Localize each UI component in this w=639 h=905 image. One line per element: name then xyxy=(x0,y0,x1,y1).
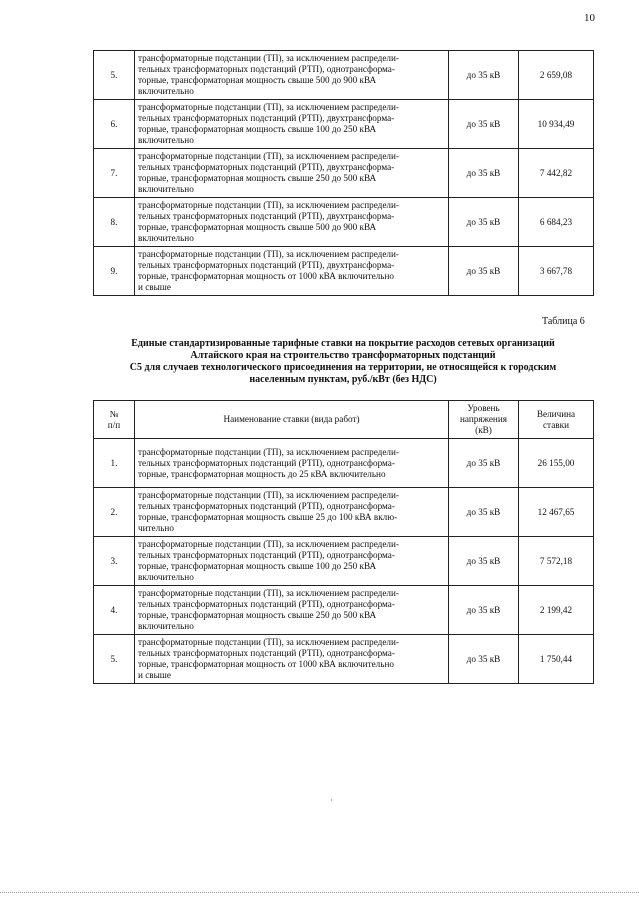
rate-name-line: чительно xyxy=(138,523,174,533)
rate-name xyxy=(135,198,449,247)
header-voltage xyxy=(449,401,519,439)
heading-line: Единые стандартизированные тарифные ставки на покрытие расходов сетевых организаций xyxy=(131,338,555,349)
heading-line: населенным пунктам, руб./кВт (без НДС) xyxy=(249,374,437,385)
rate-name-line: торные, трансформаторная мощность свыше 250 до 500 кВА xyxy=(138,610,377,620)
rate-value: 7 572,18 xyxy=(519,537,594,586)
row-number: 8. xyxy=(94,198,135,247)
voltage-level: до 35 кВ xyxy=(449,198,519,247)
rate-name-line: торные, трансформаторная мощность свыше 500 до 900 кВА xyxy=(138,75,377,85)
header-voltage-line: напряжения xyxy=(460,414,507,424)
rate-name-line: торные, трансформаторная мощность свыше 25 до 100 кВА вклю- xyxy=(138,512,398,522)
header-num-line: № xyxy=(109,408,119,419)
voltage-level: до 35 кВ xyxy=(449,51,519,100)
rate-name-line: трансформаторные подстанции (ТП), за исключением распредели- xyxy=(138,539,399,549)
header-voltage-line: (кВ) xyxy=(475,425,492,435)
table-row xyxy=(94,198,594,247)
rate-name-line: трансформаторные подстанции (ТП), за исключением распредели- xyxy=(138,151,399,161)
rate-name-line: тельных трансформаторных подстанций (РТП), двухтрансформа- xyxy=(138,211,395,221)
table-heading xyxy=(93,338,593,386)
header-value-line: ставки xyxy=(542,419,569,430)
rate-name-line: и свыше xyxy=(138,282,171,292)
rate-value: 10 934,49 xyxy=(519,100,594,149)
row-number: 7. xyxy=(94,149,135,198)
row-number: 2. xyxy=(94,488,135,537)
rate-name xyxy=(135,149,449,198)
rate-name xyxy=(135,247,449,296)
rate-name-line: трансформаторные подстанции (ТП), за исключением распредели- xyxy=(138,102,399,112)
rate-value: 3 667,78 xyxy=(519,247,594,296)
rate-name-line: тельных трансформаторных подстанций (РТП), однотрансформа- xyxy=(138,550,395,560)
rate-name-line: торные, трансформаторная мощность свыше 100 до 250 кВА xyxy=(138,124,377,134)
rate-name-line: тельных трансформаторных подстанций (РТП), однотрансформа- xyxy=(138,648,395,658)
table-row xyxy=(94,100,594,149)
rate-name-line: торные, трансформаторная мощность от 1000 кВА включительно xyxy=(138,271,394,281)
rate-name-line: торные, трансформаторная мощность до 25 кВА включительно xyxy=(138,468,386,479)
rate-name-line: трансформаторные подстанции (ТП), за исключением распредели- xyxy=(138,490,399,500)
voltage-level: до 35 кВ xyxy=(449,586,519,635)
row-number: 9. xyxy=(94,247,135,296)
rate-name-line: тельных трансформаторных подстанций (РТП), однотрансформа- xyxy=(138,501,395,511)
rate-value: 6 684,23 xyxy=(519,198,594,247)
voltage-level: до 35 кВ xyxy=(449,537,519,586)
header-value xyxy=(519,401,594,439)
voltage-level: до 35 кВ xyxy=(449,635,519,684)
table-row xyxy=(94,537,594,586)
rate-name-line: включительно xyxy=(138,621,194,631)
rate-name-line: тельных трансформаторных подстанций (РТП), однотрансформа- xyxy=(138,457,395,468)
footer-mark: · xyxy=(330,796,333,805)
rate-name xyxy=(135,635,449,684)
rate-name xyxy=(135,100,449,149)
table-row xyxy=(94,586,594,635)
table-row xyxy=(94,51,594,100)
rate-name xyxy=(135,51,449,100)
rate-name-line: тельных трансформаторных подстанций (РТП), двухтрансформа- xyxy=(138,113,395,123)
header-num xyxy=(94,401,135,439)
header-voltage-line: Уровень xyxy=(467,403,500,413)
header-num-line: п/п xyxy=(107,419,121,430)
rate-name-line: тельных трансформаторных подстанций (РТП), однотрансформа- xyxy=(138,599,395,609)
rate-name-line: торные, трансформаторная мощность свыше 500 до 900 кВА xyxy=(138,222,377,232)
rate-value: 26 155,00 xyxy=(519,439,594,488)
row-number: 3. xyxy=(94,537,135,586)
table-row xyxy=(94,488,594,537)
header-value-line: Величина xyxy=(536,408,576,419)
rate-name-line: торные, трансформаторная мощность свыше 250 до 500 кВА xyxy=(138,173,377,183)
rate-name xyxy=(135,586,449,635)
rate-name-line: тельных трансформаторных подстанций (РТП), двухтрансформа- xyxy=(138,162,395,172)
rate-name-line: трансформаторные подстанции (ТП), за исключением распредели- xyxy=(138,249,399,259)
row-number: 5. xyxy=(94,635,135,684)
rate-value: 12 467,65 xyxy=(519,488,594,537)
table-row xyxy=(94,247,594,296)
rate-name-line: торные, трансформаторная мощность свыше 100 до 250 кВА xyxy=(138,561,377,571)
rate-name-line: включительно xyxy=(138,572,194,582)
heading-line: С5 для случаев технологического присоединения на территории, не относящейся к городским xyxy=(129,362,557,373)
table-row xyxy=(94,635,594,684)
tariff-table-6 xyxy=(93,400,594,684)
rate-name-line: включительно xyxy=(138,86,194,96)
rate-name-line: трансформаторные подстанции (ТП), за исключением распредели- xyxy=(138,53,399,63)
rate-name-line: трансформаторные подстанции (ТП), за исключением распредели- xyxy=(138,446,399,457)
row-number: 4. xyxy=(94,586,135,635)
voltage-level: до 35 кВ xyxy=(449,488,519,537)
tariff-table-continued xyxy=(93,50,594,296)
rate-name xyxy=(135,439,449,488)
rate-name-line: включительно xyxy=(138,233,194,243)
rate-name-line: торные, трансформаторная мощность от 1000 кВА включительно xyxy=(138,659,394,669)
rate-value: 1 750,44 xyxy=(519,635,594,684)
rate-name xyxy=(135,488,449,537)
table-row xyxy=(94,149,594,198)
footer-divider xyxy=(0,892,639,893)
table-label: Таблица 6 xyxy=(542,316,585,327)
rate-name-line: включительно xyxy=(138,184,194,194)
rate-name-line: включительно xyxy=(138,135,194,145)
table-row xyxy=(94,439,594,488)
rate-name-line: и свыше xyxy=(138,670,171,680)
rate-name-line: трансформаторные подстанции (ТП), за исключением распредели- xyxy=(138,637,399,647)
rate-name xyxy=(135,537,449,586)
voltage-level: до 35 кВ xyxy=(449,439,519,488)
voltage-level: до 35 кВ xyxy=(449,149,519,198)
rate-value: 2 199,42 xyxy=(519,586,594,635)
voltage-level: до 35 кВ xyxy=(449,247,519,296)
rate-name-line: трансформаторные подстанции (ТП), за исключением распредели- xyxy=(138,200,399,210)
row-number: 5. xyxy=(94,51,135,100)
table-header-row xyxy=(94,401,594,439)
rate-name-line: тельных трансформаторных подстанций (РТП), двухтрансформа- xyxy=(138,260,395,270)
row-number: 1. xyxy=(94,439,135,488)
rate-name-line: тельных трансформаторных подстанций (РТП), однотрансформа- xyxy=(138,64,395,74)
voltage-level: до 35 кВ xyxy=(449,100,519,149)
header-name: Наименование ставки (вида работ) xyxy=(135,401,449,439)
row-number: 6. xyxy=(94,100,135,149)
rate-value: 7 442,82 xyxy=(519,149,594,198)
page-number: 10 xyxy=(584,12,595,24)
heading-line: Алтайского края на строительство трансформаторных подстанций xyxy=(190,350,496,361)
rate-value: 2 659,08 xyxy=(519,51,594,100)
rate-name-line: трансформаторные подстанции (ТП), за исключением распредели- xyxy=(138,588,399,598)
